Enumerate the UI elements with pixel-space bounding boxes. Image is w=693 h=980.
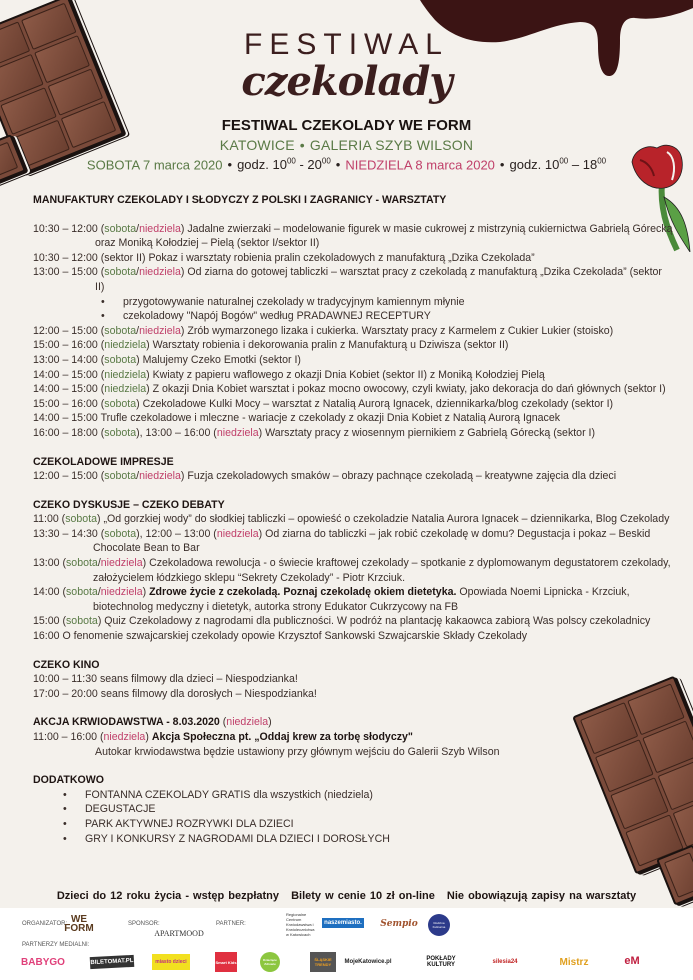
partner-logo-rckik: Regionalne Centrum Krwiodawstwa i Krwiolecznictwa w Katowicach	[286, 911, 315, 937]
sunday-date: NIEDZIELA 8 marca 2020	[345, 157, 495, 173]
section-title-dyskusje: CZEKO DYSKUSJE – CZEKO DEBATY	[33, 498, 225, 511]
program-item: 12:00 – 15:00 (sobota/niedziela) Zrób wymarzonego lizaka i cukierka. Warsztaty pracy z Karmelem z Cukier Lukier (stoisko)	[33, 324, 614, 337]
program-item: 14:00 (sobota/niedziela) Zdrowe życie z czekoladą. Poznaj czekoladę okiem dietetyka. Opowiada Noemi Lipnicka - Krzciuk, biotechnolog medyczny i dietetyk, autorka strony Edukator Cukrzycowy na FB	[33, 586, 630, 613]
program-item: 12:00 – 15:00 (sobota/niedziela) Fuzja czekoladowych smaków – obrazy pachnące czekoladą – kreatywne zajęcia dla dzieci	[33, 470, 617, 483]
media-logo-slaskie-trendy: ŚLĄSKIE TRENDY	[310, 952, 336, 972]
media-logo-babygo: BABYGO	[21, 956, 65, 968]
program-item: 11:00 – 16:00 (niedziela) Akcja Społeczna pt. „Oddaj krew za torbę słodyczy"	[33, 731, 413, 743]
location-city: KATOWICE	[219, 137, 295, 153]
location-venue: GALERIA SZYB WILSON	[309, 137, 474, 153]
program-item: 15:00 – 16:00 (niedziela) Warsztaty robienia i dekorowania pralin z Manufakturą u Dziwisza (sektor II)	[33, 339, 509, 352]
sponsor-label: SPONSOR:	[128, 921, 160, 927]
section-title-krwiodawstwo: AKCJA KRWIODAWSTWA - 8.03.2020 (niedziela)	[33, 716, 272, 729]
program-item: 10:00 – 11:30 seans filmowy dla dzieci – Niespodzianka!	[33, 673, 298, 686]
partner-logo-sempio: Sempio	[380, 919, 418, 929]
program-item: 13:00 (sobota/niedziela) Czekoladowa rewolucja - o świecie kraftowej czekolady – spotkanie z dyplomowanym degustatorem czekolady, założycielem łódzkiego sklepu “Sekrety Czekolady” - Piotr Krzciuk.	[33, 557, 671, 584]
sponsor-logo: APARTMOOD	[154, 929, 204, 938]
program-item: 14:00 – 15:00 Trufle czekoladowe i mleczne - wariacje z czekolady z okazji Dnia Kobiet z Natalią Aurorą Ignacek	[33, 412, 561, 425]
media-logo-poklady-kultury: POKŁADY KULTURY	[426, 956, 456, 968]
sunday-hours: godz. $10^{00} - 18^{00}$	[509, 157, 607, 173]
sponsors-strip	[0, 908, 693, 980]
logo-czekolady-script: czekolady	[241, 58, 452, 105]
bullet-item: • przygotowywanie naturalnej czekolady w tradycyjnym kamiennym młynie	[101, 295, 673, 310]
program-item: 10:30 – 12:00 (sobota/niedziela) Jadalne zwierzaki – modelowanie figurek w masie cukrowej z mistrzynią cukiernictwa Gabrielą Górecką oraz Moniką Kołodziej – Pielą (sektor I/sektor II)	[33, 222, 673, 250]
organizer-logo: WE FORM	[64, 914, 94, 934]
program-content	[33, 193, 673, 846]
media-partners-label: PARTNERZY MEDIALNI:	[22, 942, 90, 948]
program-item-bullets	[33, 295, 673, 324]
bullet-item: • czekoladowy "Napój Bogów" według PRADAWNEJ RECEPTURY	[101, 309, 673, 324]
extras-item: • GRY I KONKURSY Z NAGRODAMI DLA DZIECI I DOROSŁYCH	[63, 832, 673, 847]
section-title-dodatkowo: DODATKOWO	[33, 774, 105, 787]
program-item: 14:00 – 15:00 (niedziela) Z okazji Dnia Kobiet warsztat i pokaz mocno owocowy, czyli kwiaty, jako dekoracja do dań głównych (sektor I)	[33, 383, 666, 396]
program-item: 15:00 (sobota) Quiz Czekoladowy z nagrodami dla publiczności. W podróż na plantację kakaowca zabiorą Was polscy czekoladnicy	[33, 615, 651, 628]
logo-festiwal-text: FESTIWAL	[244, 28, 449, 61]
partner-logo-naszemiasto: naszemiasto.	[322, 918, 364, 928]
extras-item: • FONTANNA CZEKOLADY GRATIS dla wszystkich (niedziela)	[63, 788, 673, 803]
notice-workshops: Nie obowiązują zapisy na warsztaty	[446, 890, 637, 902]
section-title-impresje: CZEKOLADOWE IMPRESJE	[33, 455, 174, 468]
extras-list	[33, 788, 673, 846]
admission-notice	[0, 890, 693, 902]
poster-header	[0, 28, 693, 172]
extras-item: • PARK AKTYWNEJ ROZRYWKI DLA DZIECI	[63, 817, 673, 832]
media-logo-em: eM	[624, 955, 640, 967]
media-logo-smart-kids: Smart Kids	[215, 952, 237, 972]
organizer-label: ORGANIZATOR:	[22, 921, 68, 927]
program-item: 15:00 – 16:00 (sobota) Czekoladowe Kulki Mocy – warsztat z Natalią Aurorą Ignacek, dziennikarka/blog czekolady (sektor I)	[33, 397, 614, 410]
partner-label: PARTNER:	[216, 921, 246, 927]
program-item: 16:00 – 18:00 (sobota), 13:00 – 16:00 (niedziela) Warsztaty pracy z wiosennym piernikiem z Gabrielą Górecką (sektor I)	[33, 426, 596, 439]
media-logo-miasto-dzieci: miasto dzieci	[152, 954, 190, 970]
program-item: 11:00 (sobota) „Od gorzkiej wody” do słodkiej tabliczki – opowieść o czekoladzie Natalia Aurora Ignacek – dziennikarka, Blog Czekolady	[33, 513, 670, 526]
event-location: KATOWICE • GALERIA SZYB WILSON	[219, 137, 474, 153]
notice-kids: Dzieci do 12 roku życia - wstęp bezpłatny	[56, 890, 280, 902]
media-logo-mojekatowice: MojeKatowice.pl	[344, 959, 392, 965]
saturday-hours: godz. $10^{00} - 20^{00}$	[237, 157, 331, 173]
extras-item: • DEGUSTACJE	[63, 802, 673, 817]
program-item: 13:30 – 14:30 (sobota), 12:00 – 13:00 (niedziela) Od ziarna do tabliczki – jak robić czekoladę w domu? Degustacja i pokaz – Beskid Chocolate Bean to Bar	[33, 527, 651, 555]
media-logo-dzieciece-zdrowie: Dziecięce Zdrowie	[260, 952, 280, 972]
partner-logo-rodzina: Rodzina Kulinarna	[428, 914, 450, 936]
event-title: FESTIWAL CZEKOLADY WE FORM	[221, 117, 472, 134]
section-title-manufaktury: MANUFAKTURY CZEKOLADY I SŁODYCZY Z POLSKI I ZAGRANICY - WARSZTATY	[33, 194, 447, 206]
program-item: 16:00 O fenomenie szwajcarskiej czekolady opowie Krzysztof Sankowski Szwajcarskie Składy Czekolady	[33, 630, 528, 643]
notice-tickets: Bilety w cenie 10 zł on-line	[291, 890, 435, 902]
program-item-note: Autokar krwiodawstwa będzie ustawiony przy głównym wejściu do Galerii Szyb Wilson	[95, 745, 500, 758]
program-item: 13:00 – 14:00 (sobota) Malujemy Czeko Emotki (sektor I)	[33, 353, 301, 366]
section-title-kino: CZEKO KINO	[33, 658, 100, 671]
program-item: 14:00 – 15:00 (niedziela) Kwiaty z papieru waflowego z okazji Dnia Kobiet (sektor II) z Moniką Kołodziej Pielą	[33, 368, 545, 381]
media-logo-mistrz: Mistrz	[559, 956, 589, 968]
program-item: 17:00 – 20:00 seans filmowy dla dorosłych – Niespodzianka!	[33, 687, 317, 700]
saturday-date: SOBOTA 7 marca 2020	[86, 157, 223, 173]
program-item: 13:00 – 15:00 (sobota/niedziela) Od ziarna do gotowej tabliczki – warsztat pracy z czekoladą z manufakturą „Dzika Czekolada” (sektor II)	[33, 266, 662, 293]
media-logo-biletomat: BILETOMAT.PL	[90, 955, 135, 969]
program-item: 10:30 – 12:00 (sektor II) Pokaz i warsztaty robienia pralin czekoladowych z manufakturą „Dzika Czekolada”	[33, 251, 535, 264]
media-logo-silesia24: silesia24	[492, 959, 518, 965]
event-dates: SOBOTA 7 marca 2020 • godz. $10^{00} - 20^{00}$ • NIEDZIELA 8 marca 2020 • godz. $10^{00} - 18^{00}$	[86, 157, 607, 173]
